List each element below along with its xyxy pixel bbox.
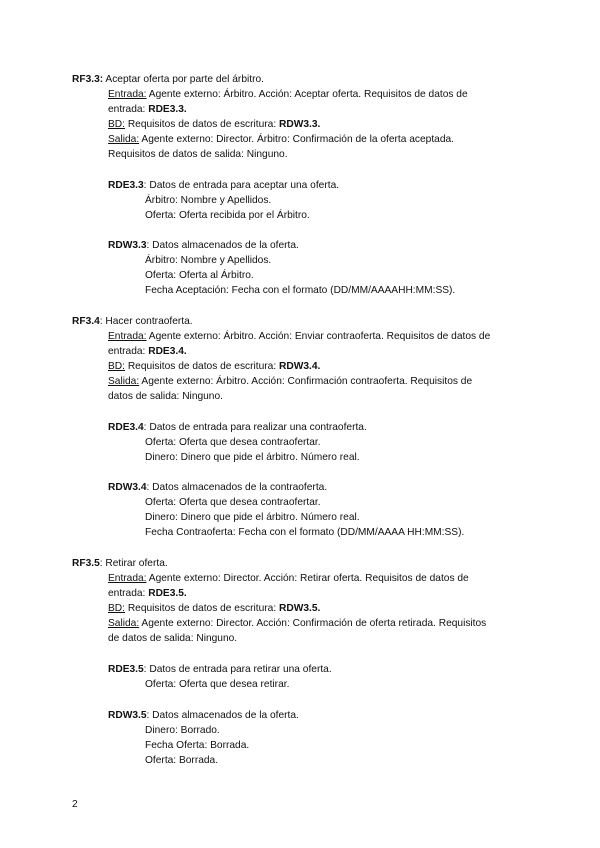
rf33-salida-line-2: Requisitos de datos de salida: Ninguno. bbox=[108, 149, 288, 160]
rf33-bd-ref: RDW3.3. bbox=[279, 119, 321, 130]
rde33-item: Oferta: Oferta recibida por el Árbitro. bbox=[145, 210, 310, 221]
rf35-title: : Retirar oferta. bbox=[99, 558, 168, 569]
rf34-heading bbox=[72, 314, 193, 329]
rf34-entrada-line-2 bbox=[108, 344, 187, 359]
rf34-salida-label: Salida: bbox=[108, 376, 140, 387]
rf35-bd-line bbox=[108, 601, 320, 616]
rf34-bd-text: Requisitos de datos de escritura: bbox=[124, 361, 280, 372]
rf34-salida-text-1: Agente externo: Árbitro. Acción: Confirmación contraoferta. Requisitos de bbox=[139, 376, 473, 387]
rdw34-title: : Datos almacenados de la contraoferta. bbox=[146, 482, 328, 493]
rde34-title: : Datos de entrada para realizar una contraoferta. bbox=[143, 422, 367, 433]
rf33-entrada-text-2: entrada: bbox=[108, 104, 149, 115]
rf34-entrada-text-2: entrada: bbox=[108, 346, 149, 357]
rde33-heading bbox=[108, 178, 339, 193]
rdw35-id: RDW3.5 bbox=[108, 710, 147, 721]
rde35-title: : Datos de entrada para retirar una oferta. bbox=[143, 664, 332, 675]
rdw34-item: Oferta: Oferta que desea contraofertar. bbox=[145, 497, 321, 508]
rde34-item: Dinero: Dinero que pide el árbitro. Número real. bbox=[145, 452, 360, 463]
rdw34-id: RDW3.4 bbox=[108, 482, 147, 493]
rf35-entrada-label: Entrada: bbox=[108, 573, 147, 584]
rf34-bd-line bbox=[108, 359, 320, 374]
rf34-entrada-label: Entrada: bbox=[108, 331, 147, 342]
rde34-heading bbox=[108, 420, 367, 435]
rf33-id: RF3.3: bbox=[72, 74, 104, 85]
rde35-heading bbox=[108, 662, 332, 677]
rf35-entrada-line-1 bbox=[108, 571, 469, 586]
rde33-item: Árbitro: Nombre y Apellidos. bbox=[145, 195, 272, 206]
rf33-entrada-text-1: Agente externo: Árbitro. Acción: Aceptar oferta. Requisitos de datos de bbox=[146, 89, 468, 100]
rf34-id: RF3.4 bbox=[72, 316, 100, 327]
rdw33-title: : Datos almacenados de la oferta. bbox=[146, 240, 299, 251]
rdw34-heading bbox=[108, 480, 327, 495]
rf35-bd-label: BD: bbox=[108, 603, 125, 614]
rf35-bd-ref: RDW3.5. bbox=[279, 603, 321, 614]
rdw35-heading bbox=[108, 708, 299, 723]
rf35-heading bbox=[72, 556, 168, 571]
rf34-salida-line-2: datos de salida: Ninguno. bbox=[108, 391, 223, 402]
rdw34-item: Dinero: Dinero que pide el árbitro. Número real. bbox=[145, 512, 360, 523]
rde34-id: RDE3.4 bbox=[108, 422, 144, 433]
rdw33-heading bbox=[108, 238, 299, 253]
rf34-salida-line-1 bbox=[108, 374, 472, 389]
rf33-salida-label: Salida: bbox=[108, 134, 140, 145]
rde35-item: Oferta: Oferta que desea retirar. bbox=[145, 679, 290, 690]
rf33-entrada-ref: RDE3.3. bbox=[148, 104, 187, 115]
rf34-entrada-line-1 bbox=[108, 329, 490, 344]
rf35-entrada-ref: RDE3.5. bbox=[148, 588, 187, 599]
rf34-bd-ref: RDW3.4. bbox=[279, 361, 321, 372]
rf35-salida-line-2: de datos de salida: Ninguno. bbox=[108, 633, 238, 644]
rf35-entrada-text-1: Agente externo: Director. Acción: Retirar oferta. Requisitos de datos de bbox=[146, 573, 469, 584]
rf34-title: : Hacer contraoferta. bbox=[99, 316, 193, 327]
rdw33-item: Fecha Aceptación: Fecha con el formato (DD/MM/AAAAHH:MM:SS). bbox=[145, 285, 456, 296]
rde35-id: RDE3.5 bbox=[108, 664, 144, 675]
rf34-entrada-text-1: Agente externo: Árbitro. Acción: Enviar contraoferta. Requisitos de datos de bbox=[146, 331, 491, 342]
rf33-title: Aceptar oferta por parte del árbitro. bbox=[103, 74, 264, 85]
rdw35-item: Oferta: Borrada. bbox=[145, 755, 219, 766]
rf33-bd-text: Requisitos de datos de escritura: bbox=[124, 119, 280, 130]
rf33-salida-line-1 bbox=[108, 132, 454, 147]
rf33-entrada-line-2 bbox=[108, 102, 187, 117]
rf35-entrada-line-2 bbox=[108, 586, 187, 601]
rf35-bd-text: Requisitos de datos de escritura: bbox=[124, 603, 280, 614]
rde33-title: : Datos de entrada para aceptar una oferta. bbox=[143, 180, 340, 191]
rf33-heading bbox=[72, 72, 264, 87]
rf35-salida-line-1 bbox=[108, 616, 486, 631]
rf35-salida-label: Salida: bbox=[108, 618, 140, 629]
rdw33-item: Oferta: Oferta al Árbitro. bbox=[145, 270, 254, 281]
rf34-bd-label: BD: bbox=[108, 361, 125, 372]
rf35-id: RF3.5 bbox=[72, 558, 100, 569]
page-number: 2 bbox=[72, 799, 78, 810]
rf33-bd-label: BD: bbox=[108, 119, 125, 130]
rdw34-item: Fecha Contraoferta: Fecha con el formato (DD/MM/AAAA HH:MM:SS). bbox=[145, 527, 465, 538]
rdw35-item: Fecha Oferta: Borrada. bbox=[145, 740, 250, 751]
rf35-entrada-text-2: entrada: bbox=[108, 588, 149, 599]
rdw33-id: RDW3.3 bbox=[108, 240, 147, 251]
rdw35-title: : Datos almacenados de la oferta. bbox=[146, 710, 299, 721]
rde34-item: Oferta: Oferta que desea contraofertar. bbox=[145, 437, 321, 448]
rf34-entrada-ref: RDE3.4. bbox=[148, 346, 187, 357]
rf35-salida-text-1: Agente externo: Director. Acción: Confirmación de oferta retirada. Requisitos bbox=[139, 618, 487, 629]
rdw35-item: Dinero: Borrado. bbox=[145, 725, 220, 736]
rde33-id: RDE3.3 bbox=[108, 180, 144, 191]
rf33-entrada-line-1 bbox=[108, 87, 468, 102]
rf33-salida-text-1: Agente externo: Director. Árbitro: Confirmación de la oferta aceptada. bbox=[139, 134, 455, 145]
rf33-bd-line bbox=[108, 117, 320, 132]
rf33-entrada-label: Entrada: bbox=[108, 89, 147, 100]
rdw33-item: Árbitro: Nombre y Apellidos. bbox=[145, 255, 272, 266]
